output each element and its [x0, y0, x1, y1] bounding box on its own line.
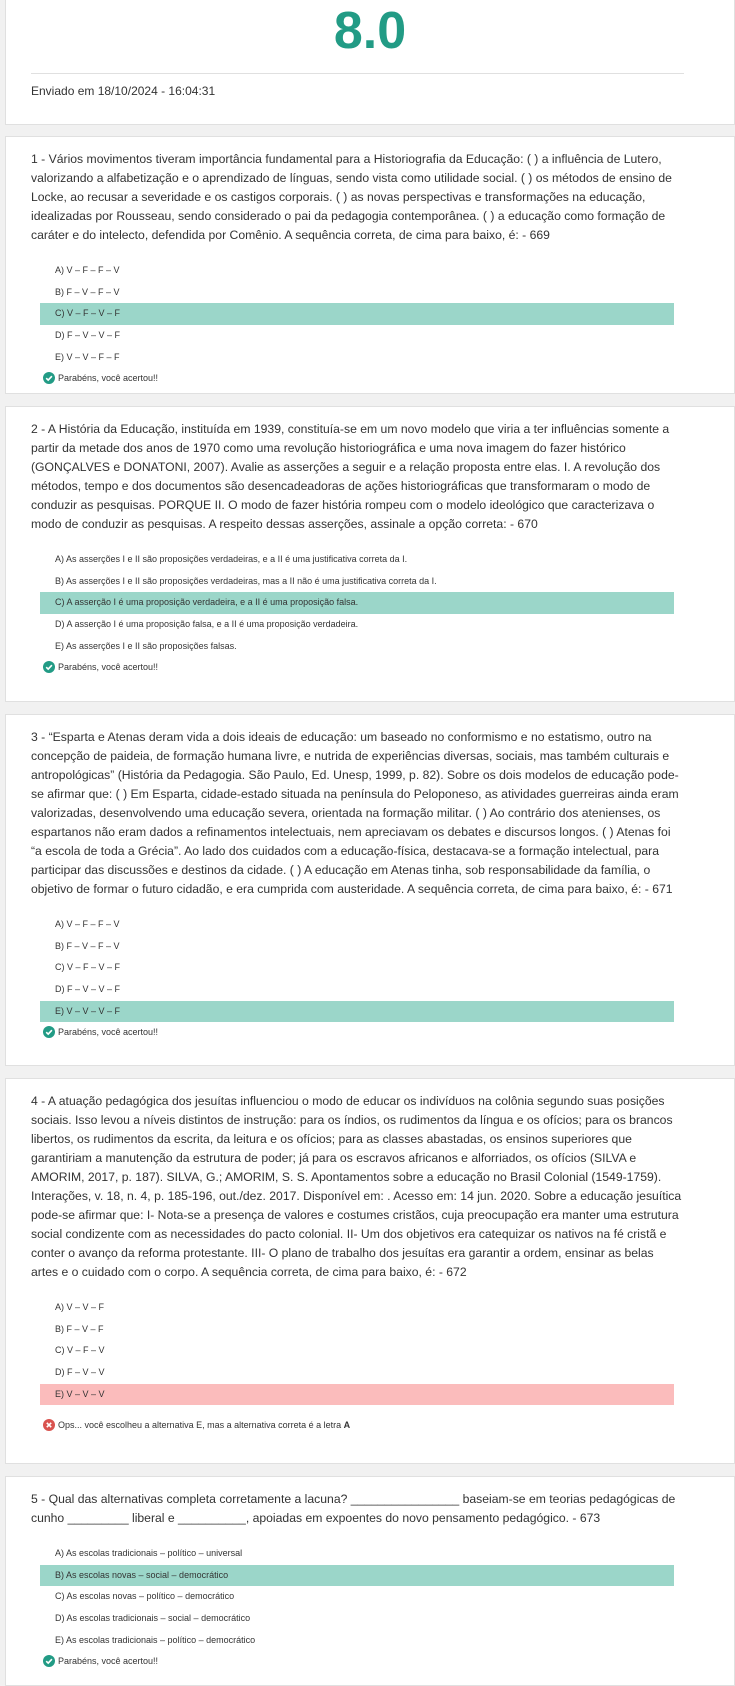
option-a[interactable]: A) V – F – F – V — [55, 919, 120, 929]
question-text: 1 - Vários movimentos tiveram importância fundamental para a Historiografia da Educação: ( ) a influência de Lutero, valorizando a alfabetização e o aprendizado de línguas, sendo vista como utilidade social. ( ) os métodos de ensino de Locke, ao recusar a severidade e os castigos corporais. ( ) as novas perspectivas e transformações na educação, idealizadas por Rousseau, sendo considerado o pai da pedagogia contemporânea. ( ) a educação como formação de caráter e do intelecto, defendida por Comênio. A sequência correta, de cima para baixo, é: - 669 — [31, 152, 672, 242]
option-a[interactable]: A) As asserções I e II são proposições verdadeiras, e a II é uma justificativa correta da I. — [55, 554, 408, 564]
question-card-2 — [5, 406, 735, 702]
question-text: 3 - “Esparta e Atenas deram vida a dois ideais de educação: um baseado no conformismo e no estatismo, outro na concepção de paideia, de formação humana livre, e nutrida de experiências diversas, sociais, mas também culturais e antropológicas” (História da Pedagogia. São Paulo, Ed. Unesp, 1999, p. 82). Sobre os dois modelos de educação pode-se afirmar que: ( ) Em Esparta, cidade-estado situada na península do Peloponeso, as atividades guerreiras ainda eram valorizadas, desenvolvendo uma educação severa, orientada na formação militar. ( ) Ao contrário dos atenienses, os espartanos não eram dados a refinamentos intelectuais, nem apreciavam os debates e discursos longos. ( ) Atenas foi “a escola de toda a Grécia”. Ao lado dos cuidados com a educação-física, destacava-se a formação intelectual, para participar das discussões e destinos da cidade. ( ) A educação em Atenas tinha, sob responsabilidade da família, o objetivo de formar o futuro cidadão, e era cumprida com austeridade. A sequência correta, de cima para baixo, é: - 671 — [31, 730, 679, 896]
option-b[interactable]: B) F – V – F — [55, 1323, 104, 1334]
feedback-text: Parabéns, você acertou!! — [58, 1656, 159, 1667]
options-list — [40, 1543, 674, 1651]
feedback-text: Parabéns, você acertou!! — [58, 1027, 159, 1038]
question-card-5 — [5, 1476, 735, 1686]
option-d[interactable]: D) F – V – V – F — [55, 984, 121, 995]
option-b[interactable]: B) F – V – F – V — [55, 286, 120, 297]
option-b[interactable]: B) F – V – F – V — [55, 940, 120, 951]
divider — [31, 73, 684, 74]
feedback-success — [43, 659, 734, 675]
options-list — [40, 914, 674, 1022]
question-text: 5 - Qual das alternativas completa corretamente a lacuna? ________________ baseiam-se em teorias pedagógicas de cunho _________ liberal e __________, apoiadas em expoentes do novo pensamento pedagógico. - 673 — [31, 1492, 676, 1525]
option-b[interactable]: B) As asserções I e II são proposições verdadeiras, mas a II não é uma justificativa correta da I. — [55, 575, 437, 586]
score-value: 8.0 — [333, 2, 407, 60]
feedback-text: Parabéns, você acertou!! — [58, 373, 159, 384]
score-card — [5, 0, 735, 125]
check-circle-icon — [43, 1026, 55, 1038]
option-c-selected-correct[interactable]: C) V – F – V – F — [40, 303, 674, 325]
option-c-selected-correct[interactable]: C) A asserção I é uma proposição verdadeira, e a II é uma proposição falsa. — [40, 592, 674, 614]
question-card-4 — [5, 1078, 735, 1464]
option-e-selected-correct[interactable]: E) V – V – V – F — [40, 1001, 674, 1023]
option-e-selected-wrong[interactable]: E) V – V – V — [40, 1384, 674, 1406]
options-list — [40, 1297, 674, 1405]
feedback-text: Parabéns, você acertou!! — [58, 662, 159, 673]
options-list — [40, 260, 674, 368]
option-d[interactable]: D) F – V – V – F — [55, 330, 121, 341]
option-b-selected-correct[interactable]: B) As escolas novas – social – democrático — [40, 1565, 674, 1587]
question-text: 4 - A atuação pedagógica dos jesuítas influenciou o modo de educar os indivíduos na colônia segundo suas posições sociais. Isso levou a níveis distintos de instrução: para os índios, os rudimentos da língua e os ofícios; para os brancos libertos, os rudimentos da escrita, da leitura e os ofícios; para as classes abastadas, os ensinos superiores que garantiriam a manutenção da estrutura de poder; já para os escravos africanos e alforriados, os ofícios (SILVA e AMORIM, 2017, p. 187). SILVA, G.; AMORIM, S. S. Apontamentos sobre a educação no Brasil Colonial (1549-1759). Interações, v. 18, n. 4, p. 185-196, out./dez. 2017. Disponível em: . Acesso em: 14 jun. 2020. Sobre a educação jesuítica pode-se afirmar que: I- Nota-se a presença de valores e costumes cristãos, cuja preocupação era manter uma estrutura social condizente com as necessidades do pacto colonial. II- Um dos objetivos era catequizar os nativos na fé cristã e conter o avanço da reforma protestante. III- O plano de trabalho dos jesuítas era garantir a ordem, ensinar as belas artes e o cuidado com o corpo. A sequência correta, de cima para baixo, é: - 672 — [31, 1094, 682, 1279]
correct-letter: A — [343, 1420, 351, 1431]
feedback-text: Ops... você escolheu a alternativa E, mas a alternativa correta é a letra — [58, 1420, 344, 1431]
question-card-3 — [5, 714, 735, 1066]
option-a[interactable]: A) As escolas tradicionais – político – universal — [55, 1548, 243, 1558]
option-e[interactable]: E) As asserções I e II são proposições falsas. — [55, 640, 237, 651]
question-text: 2 - A História da Educação, instituída em 1939, constituía-se em um novo modelo que viria a ter influências somente a partir da metade dos anos de 1970 como uma revolução historiográfica e uma nova imagem do fazer histórico (GONÇALVES e DONATONI, 2007). Avalie as asserções a seguir e a relação proposta entre elas. I. A revolução dos métodos, tempo e dos documentos são desencadeadoras de ações historiográficas que transformaram o modo de conduzir as pesquisas. PORQUE II. O modo de fazer história rompeu com o modelo ideológico que caracterizava o modo de conduzir as pesquisas. A respeito dessas asserções, assinale a opção correta: - 670 — [31, 422, 670, 531]
feedback-error — [43, 1417, 734, 1433]
feedback-success — [43, 1653, 734, 1669]
options-list — [40, 549, 674, 657]
option-d[interactable]: D) As escolas tradicionais – social – democrático — [55, 1613, 251, 1624]
option-d[interactable]: D) F – V – V — [55, 1367, 105, 1378]
option-d[interactable]: D) A asserção I é uma proposição falsa, e a II é uma proposição verdadeira. — [55, 619, 359, 630]
option-a[interactable]: A) V – V – F — [55, 1302, 105, 1312]
feedback-success — [43, 370, 734, 386]
error-circle-icon — [43, 1419, 55, 1431]
question-card-1 — [5, 136, 735, 394]
option-e[interactable]: E) As escolas tradicionais – político – democrático — [55, 1634, 256, 1645]
check-circle-icon — [43, 661, 55, 673]
option-a[interactable]: A) V – F – F – V — [55, 265, 120, 275]
option-c[interactable]: C) As escolas novas – político – democrático — [55, 1591, 235, 1602]
check-circle-icon — [43, 1655, 55, 1667]
option-c[interactable]: C) V – F – V — [55, 1345, 105, 1356]
check-circle-icon — [43, 372, 55, 384]
option-c[interactable]: C) V – F – V – F — [55, 962, 121, 973]
option-e[interactable]: E) V – V – F – F — [55, 351, 120, 362]
feedback-success — [43, 1024, 734, 1040]
sent-timestamp: Enviado em 18/10/2024 - 16:04:31 — [31, 84, 216, 98]
